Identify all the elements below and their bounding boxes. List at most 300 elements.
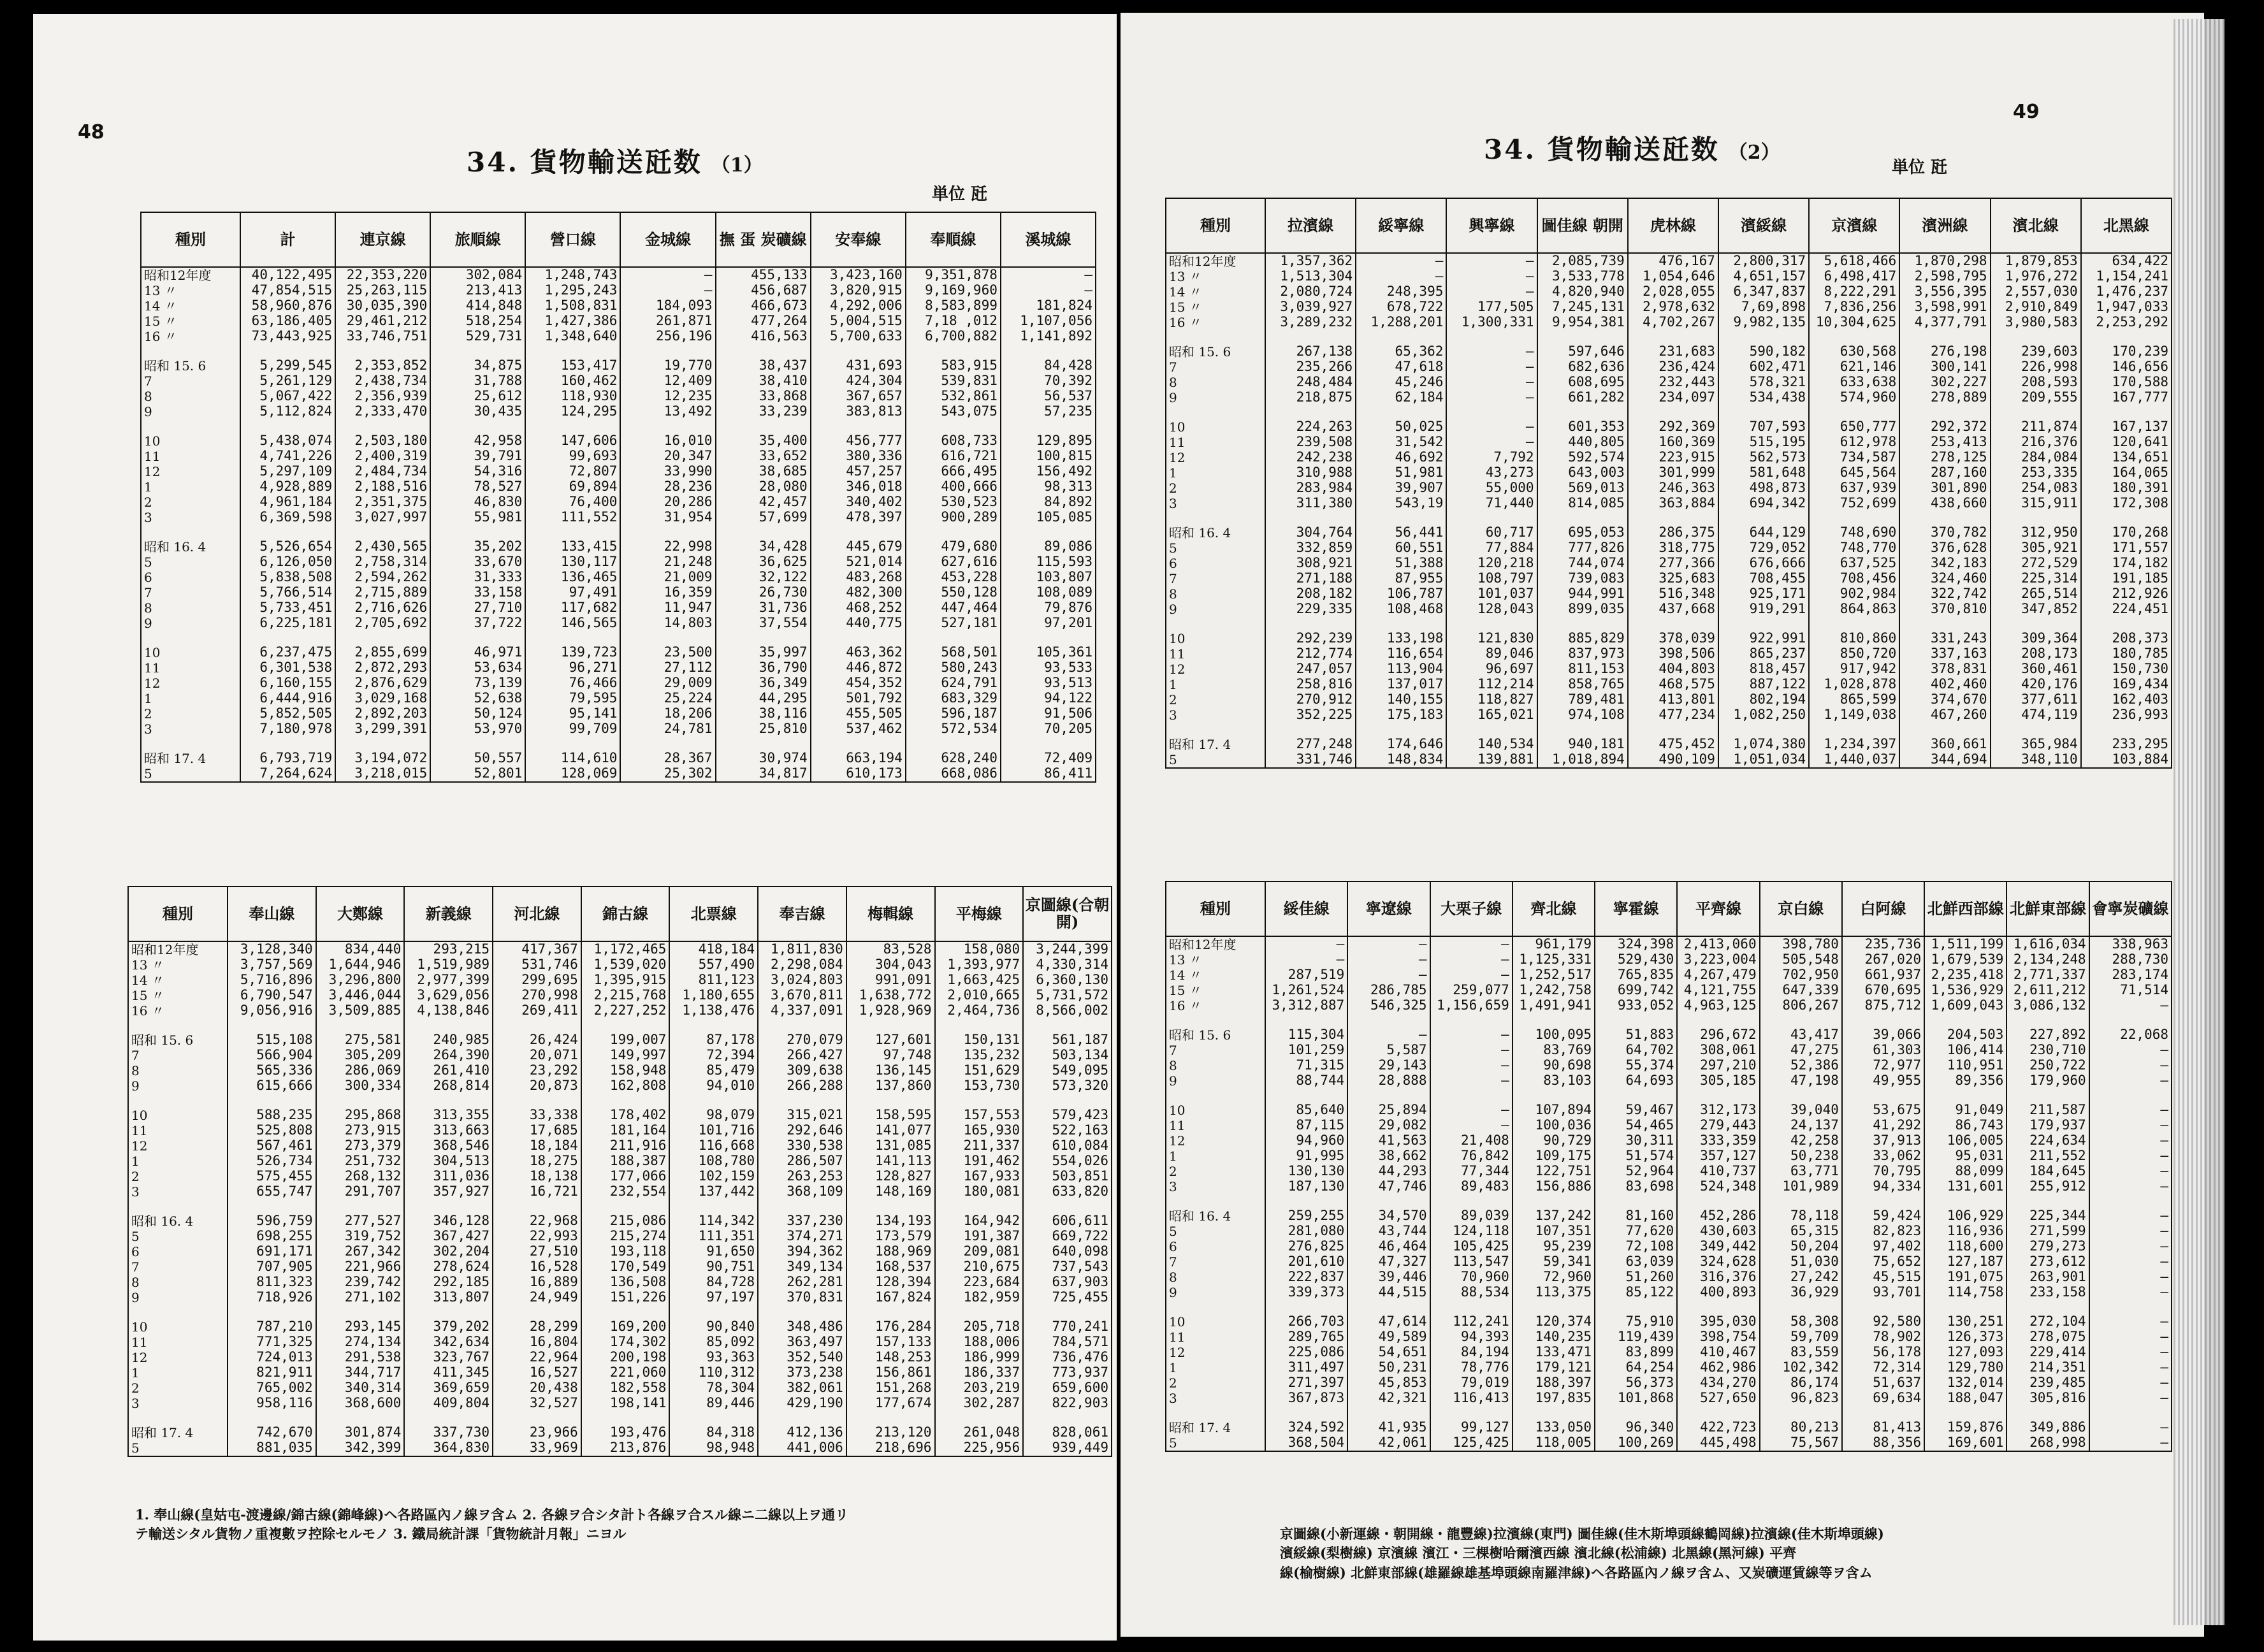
table-cell: 229,414 [2006,1345,2089,1360]
table-row [128,1290,1112,1305]
table-cell: 2,771,337 [2006,967,2089,983]
table-cell: 270,912 [1265,692,1356,707]
table-cell [581,1305,670,1319]
table-cell [935,1094,1024,1108]
table-cell: 24,949 [493,1290,581,1305]
table-cell: 1,976,272 [1991,269,2081,284]
table-row [1166,1330,2172,1345]
table-row [141,464,1096,479]
table-cell: 850,720 [1809,646,1899,662]
table-cell: 590,182 [1718,344,1809,359]
table-cell: 29,461,212 [335,314,430,329]
column-header: 北黑線 [2081,198,2172,253]
column-header: 北鮮西部線 [1924,881,2006,936]
table-cell: 140,155 [1356,692,1446,707]
table-cell: 102,159 [669,1169,758,1184]
table-cell: 50,231 [1347,1360,1430,1375]
table-cell: 398,506 [1628,646,1718,662]
table-cell: 4,330,314 [1023,957,1112,973]
row-label: 12 [141,676,240,691]
table-cell: 75,567 [1760,1435,1842,1451]
table-cell: 50,025 [1356,419,1446,435]
table-cell [430,631,525,645]
table-cell: 1,172,465 [581,941,670,957]
table-cell [1446,617,1537,631]
table-cell: 575,455 [228,1169,316,1184]
column-header: 京濱線 [1809,198,1899,253]
table-cell: 85,640 [1265,1103,1347,1118]
table-cell: 141,077 [846,1123,935,1138]
freight-table-3 [1165,198,2172,769]
column-header: 奉吉線 [758,887,846,941]
table-cell: 12,235 [620,389,715,404]
table-cell: 36,929 [1760,1285,1842,1300]
table-cell: 168,537 [846,1259,935,1275]
row-label: 昭和12年度 [141,267,240,283]
table-cell: 7,180,978 [240,721,335,737]
table-cell [1718,330,1809,344]
table-cell: 3,980,583 [1991,315,2081,330]
table-cell [1595,1406,1677,1420]
table-cell: 130,130 [1265,1164,1347,1179]
table-cell: 1,054,646 [1628,269,1718,284]
row-label: 昭和 15. 6 [141,358,240,373]
table-cell: 184,645 [2006,1164,2089,1179]
table-cell: 490,109 [1628,752,1718,768]
row-label: 13 〃 [141,283,240,298]
table-row [141,314,1096,329]
row-label: 3 [141,721,240,737]
row-label: 7 [128,1048,228,1063]
table-cell: 2,085,739 [1537,253,1628,269]
table-cell: 20,286 [620,495,715,510]
table-cell: 52,386 [1760,1058,1842,1073]
table-cell: 3,029,168 [335,691,430,706]
table-cell: 579,423 [1023,1108,1112,1123]
table-cell [2006,1300,2089,1314]
table-cell: — [620,267,715,283]
row-label: 1 [128,1365,228,1380]
table-cell: 961,179 [1513,936,1595,952]
table-cell: 1,476,237 [2081,284,2172,300]
table-cell: 37,554 [716,616,811,631]
table-cell: 771,325 [228,1335,316,1350]
table-cell: 264,390 [404,1048,493,1063]
table-cell: 18,206 [620,706,715,721]
table-cell: 2,298,084 [758,957,846,973]
table-cell: 466,673 [716,298,811,314]
table-cell [1899,405,1990,419]
table-cell: 633,820 [1023,1184,1112,1199]
table-cell: 2,892,203 [335,706,430,721]
table-cell: 6,360,130 [1023,973,1112,988]
table-cell: 3,299,391 [335,721,430,737]
table-cell: 193,476 [581,1425,670,1440]
table-cell: 532,861 [906,389,1001,404]
table-cell: 7,792 [1446,450,1537,465]
table-cell: 33,746,751 [335,329,430,344]
table-cell: 661,937 [1842,967,1924,983]
table-cell: 296,672 [1677,1027,1759,1043]
table-cell: 1,348,640 [525,329,620,344]
table-cell [758,1305,846,1319]
table-cell: 225,314 [1991,571,2081,586]
table-row [141,358,1096,373]
table-cell: 25,894 [1347,1103,1430,1118]
table-cell: 98,313 [1001,479,1096,495]
table-cell: 378,831 [1899,662,1990,677]
column-header: 大鄭線 [316,887,405,941]
row-label [1166,1194,1265,1208]
table-cell: 2,333,470 [335,404,430,419]
table-cell: 344,717 [316,1365,405,1380]
table-cell: — [2089,1179,2172,1194]
column-header: 錦古線 [581,887,670,941]
table-cell: 4,292,006 [811,298,906,314]
table-cell: 59,341 [1513,1254,1595,1270]
table-cell: 108,797 [1446,571,1537,586]
row-label: 15 〃 [141,314,240,329]
table-cell: 4,741,226 [240,449,335,464]
row-label: 5 [128,1440,228,1456]
table-cell: 324,628 [1677,1254,1759,1270]
row-label: 昭和 17. 4 [1166,1420,1265,1435]
table-cell: 624,791 [906,676,1001,691]
table-row [1166,1391,2172,1406]
table-cell: 109,175 [1513,1148,1595,1164]
table-cell: 46,971 [430,645,525,660]
table-cell: 3,423,160 [811,267,906,283]
table-cell [430,525,525,539]
table-cell: 133,471 [1513,1345,1595,1360]
table-cell: — [2089,1330,2172,1345]
table-cell [716,631,811,645]
table-row [1166,1133,2172,1148]
table-cell: 39,040 [1760,1103,1842,1118]
table-cell: 278,624 [404,1259,493,1275]
table-row [1166,752,2172,768]
table-cell: 30,435 [430,404,525,419]
row-label: 昭和12年度 [1166,253,1265,269]
table-cell: — [1430,1043,1513,1058]
table-cell: 293,215 [404,941,493,957]
table-cell: 316,376 [1677,1270,1759,1285]
table-cell [1513,1089,1595,1103]
table-cell: 20,071 [493,1048,581,1063]
table-cell: 602,471 [1718,359,1809,375]
table-cell: 324,398 [1595,936,1677,952]
table-cell: 273,915 [316,1123,405,1138]
row-label: 2 [128,1169,228,1184]
table-cell: 377,611 [1991,692,2081,707]
table-cell: 417,367 [493,941,581,957]
table-cell [2006,1089,2089,1103]
table-cell: 3,312,887 [1265,998,1347,1013]
table-cell: — [1430,1058,1513,1073]
table-cell: 101,037 [1446,586,1537,602]
table-cell: 46,830 [430,495,525,510]
table-cell [669,1199,758,1214]
table-cell [228,1411,316,1425]
table-cell: 324,592 [1265,1420,1347,1435]
table-cell [1537,617,1628,631]
table-cell: 53,970 [430,721,525,737]
column-header-category: 種別 [1166,198,1265,253]
table-cell: 324,460 [1899,571,1990,586]
table-cell: 33,670 [430,554,525,570]
column-header: 綏佳線 [1265,881,1347,936]
table-cell: 806,267 [1760,998,1842,1013]
table-cell [1760,1300,1842,1314]
table-cell: 630,568 [1809,344,1899,359]
table-cell: 440,805 [1537,435,1628,450]
row-label: 6 [1166,1239,1265,1254]
table-cell: 80,213 [1760,1420,1842,1435]
column-header: 虎林線 [1628,198,1718,253]
table-cell: 256,196 [620,329,715,344]
table-cell: 2,611,212 [2006,983,2089,998]
table-cell: 167,137 [2081,419,2172,435]
table-cell: 253,413 [1899,435,1990,450]
table-cell: 133,050 [1513,1420,1595,1435]
table-cell: 21,408 [1430,1133,1513,1148]
table-cell: — [2089,1058,2172,1073]
table-cell: 574,960 [1809,390,1899,405]
column-header: 圖佳線 朝開 [1537,198,1628,253]
table-cell: 99,693 [525,449,620,464]
table-cell [620,344,715,358]
table-cell: 3,086,132 [2006,998,2089,1013]
table-cell [404,1094,493,1108]
table-cell [1628,617,1718,631]
table-cell: 273,379 [316,1138,405,1154]
table-cell: 35,997 [716,645,811,660]
table-cell: 3,446,044 [316,988,405,1003]
table-cell: 169,601 [1924,1435,2006,1451]
table-cell: 97,402 [1842,1239,1924,1254]
table-cell: 94,393 [1430,1330,1513,1345]
table-cell: 72,977 [1842,1058,1924,1073]
row-label: 9 [141,404,240,419]
table-cell: 177,066 [581,1169,670,1184]
table-cell: 583,915 [906,358,1001,373]
table-cell: 160,369 [1628,435,1718,450]
row-label: 14 〃 [128,973,228,988]
table-row [141,389,1096,404]
table-cell: 17,685 [493,1123,581,1138]
table-cell: — [1446,390,1537,405]
table-cell [335,419,430,433]
table-cell: 225,956 [935,1440,1024,1456]
table-cell: 647,339 [1760,983,1842,998]
table-cell: 177,674 [846,1396,935,1411]
table-row [141,298,1096,314]
table-cell: 203,219 [935,1380,1024,1396]
table-cell: 83,698 [1595,1179,1677,1194]
table-cell [811,344,906,358]
table-cell: 175,183 [1356,707,1446,723]
row-label: 1 [1166,465,1265,481]
table-cell: 3,218,015 [335,766,430,782]
table-cell: 2,800,317 [1718,253,1809,269]
table-cell: 348,110 [1991,752,2081,768]
table-cell: 59,467 [1595,1103,1677,1118]
table-row [128,1063,1112,1078]
table-cell: 374,670 [1899,692,1990,707]
table-cell: 498,873 [1718,481,1809,496]
table-cell: 82,823 [1842,1224,1924,1239]
table-cell [228,1094,316,1108]
table-cell: 420,176 [1991,677,2081,692]
table-cell: 452,286 [1677,1208,1759,1224]
table-cell: 395,030 [1677,1314,1759,1330]
table-cell: 21,009 [620,570,715,585]
table-cell: 89,446 [669,1396,758,1411]
table-cell: 268,132 [316,1169,405,1184]
row-label: 8 [1166,375,1265,390]
table-cell: 113,547 [1430,1254,1513,1270]
table-row [141,660,1096,676]
table-cell: 51,883 [1595,1027,1677,1043]
table-cell: 301,999 [1628,465,1718,481]
table-cell: 211,587 [2006,1103,2089,1118]
table-cell: 45,246 [1356,375,1446,390]
table-cell: 164,942 [935,1214,1024,1229]
table-cell: 180,391 [2081,481,2172,496]
table-cell: 45,515 [1842,1270,1924,1285]
table-cell: 53,675 [1842,1103,1924,1118]
row-label: 11 [141,660,240,676]
table-cell: 33,239 [716,404,811,419]
table-row [1166,269,2172,284]
table-cell: 287,160 [1899,465,1990,481]
table-cell: 378,039 [1628,631,1718,646]
table-cell: 922,991 [1718,631,1809,646]
table-cell: 676,666 [1718,556,1809,571]
table-cell: 718,926 [228,1290,316,1305]
table-cell: 6,369,598 [240,510,335,525]
table-cell: 76,842 [1430,1148,1513,1164]
table-cell: 6,225,181 [240,616,335,631]
table-cell: 373,238 [758,1365,846,1380]
table-cell [240,737,335,751]
table-cell: 263,253 [758,1169,846,1184]
column-header: 白阿線 [1842,881,1924,936]
table-cell: 38,685 [716,464,811,479]
table-cell: 363,497 [758,1335,846,1350]
table-cell: 213,120 [846,1425,935,1440]
table-cell: — [2089,1164,2172,1179]
table-cell: 248,484 [1265,375,1356,390]
table-cell: 666,495 [906,464,1001,479]
row-label: 7 [128,1259,228,1275]
table-cell [846,1094,935,1108]
table-cell: 311,497 [1265,1360,1347,1375]
table-cell: 477,234 [1628,707,1718,723]
table-cell: 137,442 [669,1184,758,1199]
table-cell [1842,1013,1924,1027]
row-label: 12 [1166,662,1265,677]
table-cell: 266,703 [1265,1314,1347,1330]
table-cell: 140,235 [1513,1330,1595,1345]
table-cell: 93,513 [1001,676,1096,691]
table-cell: 239,742 [316,1275,405,1290]
table-cell: — [1446,375,1537,390]
table-cell: 18,184 [493,1138,581,1154]
table-cell: 22,964 [493,1350,581,1365]
table-cell: 51,260 [1595,1270,1677,1285]
table-cell: 174,646 [1356,737,1446,752]
table-cell: 191,387 [935,1229,1024,1244]
table-cell: 787,210 [228,1319,316,1335]
table-cell: 39,907 [1356,481,1446,496]
table-spacer-row [1166,511,2172,525]
table-spacer-row [1166,1300,2172,1314]
row-label: 11 [1166,646,1265,662]
table-cell: 2,134,248 [2006,952,2089,967]
table-cell: 352,540 [758,1350,846,1365]
table-cell: 76,400 [525,495,620,510]
table-row [141,267,1096,283]
table-cell: 271,599 [2006,1224,2089,1239]
table-cell: 213,413 [430,283,525,298]
row-label: 5 [1166,540,1265,556]
table-cell: 2,977,399 [404,973,493,988]
table-cell: 2,758,314 [335,554,430,570]
table-cell: 43,744 [1347,1224,1430,1239]
row-label: 9 [1166,390,1265,405]
table-cell: 286,785 [1347,983,1430,998]
table-cell: — [1446,253,1537,269]
table-cell: 275,581 [316,1032,405,1048]
table-cell: 2,594,262 [335,570,430,585]
table-cell: 682,636 [1537,359,1628,375]
table-cell: 483,268 [811,570,906,585]
table-cell: 337,163 [1899,646,1990,662]
table-cell: 1,252,517 [1513,967,1595,983]
table-cell: 940,181 [1537,737,1628,752]
table-cell [1537,511,1628,525]
table-spacer-row [1166,330,2172,344]
row-label: 9 [128,1290,228,1305]
table-cell: — [2089,1254,2172,1270]
table-cell: 169,200 [581,1319,670,1335]
row-label: 10 [141,433,240,449]
table-row [1166,359,2172,375]
table-cell [430,419,525,433]
table-cell: 13,492 [620,404,715,419]
table-cell: 1,644,946 [316,957,405,973]
table-cell: 265,514 [1991,586,2081,602]
table-cell: 16,010 [620,433,715,449]
row-label: 2 [1166,1164,1265,1179]
table-cell: 108,780 [669,1154,758,1169]
row-label [1166,723,1265,737]
table-cell: 5,297,109 [240,464,335,479]
table-cell [1446,405,1537,419]
table-cell: 85,122 [1595,1285,1677,1300]
table-cell: 71,440 [1446,496,1537,511]
table-cell: 29,143 [1347,1058,1430,1073]
table-cell: 2,215,768 [581,988,670,1003]
table-cell: 33,338 [493,1108,581,1123]
table-cell [1991,511,2081,525]
freight-table-1 [140,212,1096,783]
table-cell [1513,1300,1595,1314]
table-cell: 650,777 [1809,419,1899,435]
table-cell: 3,820,915 [811,283,906,298]
table-cell: 292,646 [758,1123,846,1138]
